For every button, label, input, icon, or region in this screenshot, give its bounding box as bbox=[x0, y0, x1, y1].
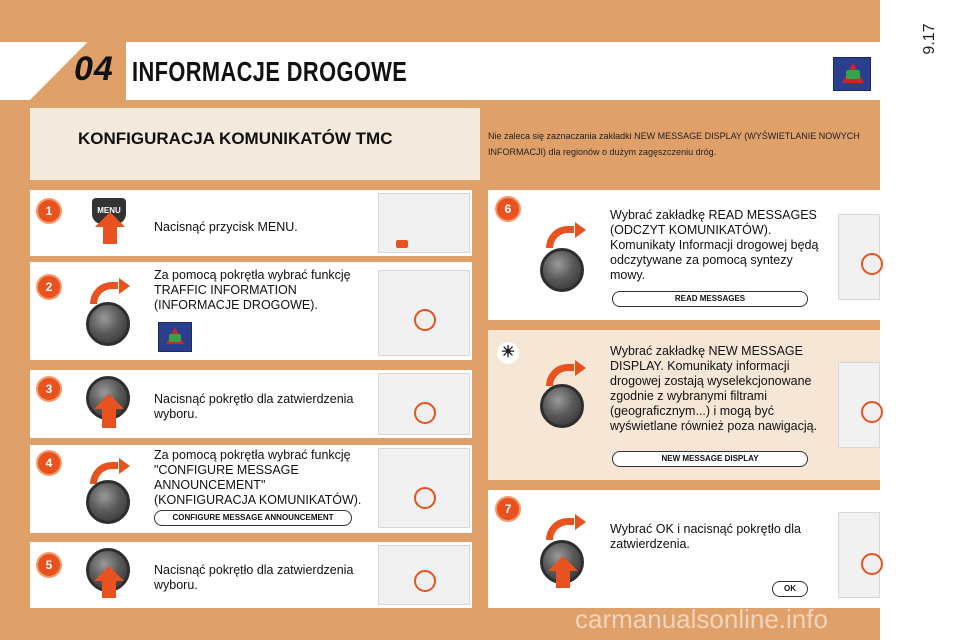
step-6-badge: 6 bbox=[497, 198, 519, 220]
step-7-badge: 7 bbox=[497, 498, 519, 520]
step-5-text: Nacisnąć pokrętło dla zatwierdzenia wyboru. bbox=[154, 563, 354, 592]
step-6-text: Wybrać zakładkę READ MESSAGES (ODCZYT KOMUNIKATÓW). Komunikaty Informacji drogowej będą odczytywane za pomocą syntezy mowy. bbox=[610, 208, 819, 282]
step-7-text: Wybrać OK i nacisnąć pokrętło dla zatwierdzenia. bbox=[610, 522, 801, 551]
chapter-title: INFORMACJE DROGOWE bbox=[132, 56, 408, 87]
rotary-knob-icon bbox=[86, 302, 130, 346]
push-arrow-icon bbox=[102, 408, 116, 428]
section-title: KONFIGURACJA KOMUNIKATÓW TMC bbox=[78, 129, 393, 148]
step-new-message-display-text: Wybrać zakładkę NEW MESSAGE DISPLAY. Komunikaty informacji drogowej zostają wyselekcjonowane zgodnie z wybranymi filtrami (geograficznym...) i mogą być wyświetlane również poza nawigacją. bbox=[610, 344, 818, 433]
traffic-info-icon bbox=[833, 57, 871, 91]
ok-pill: OK bbox=[772, 581, 808, 597]
radio-panel-icon bbox=[378, 373, 470, 435]
page-number: 9.17 bbox=[921, 23, 938, 55]
rotary-knob-icon bbox=[540, 248, 584, 292]
menu-key-icon: MENU bbox=[92, 198, 126, 224]
step-3-badge: 3 bbox=[38, 378, 60, 400]
step-1-text: Nacisnąć przycisk MENU. bbox=[154, 220, 298, 234]
radio-panel-icon bbox=[378, 448, 470, 528]
radio-panel-icon bbox=[378, 545, 470, 605]
rotary-knob-icon bbox=[540, 384, 584, 428]
watermark: carmanualsonline.info bbox=[575, 604, 828, 634]
step-5-badge: 5 bbox=[38, 554, 60, 576]
traffic-info-icon bbox=[158, 322, 192, 352]
step-2-badge: 2 bbox=[38, 276, 60, 298]
new-message-display-pill: NEW MESSAGE DISPLAY bbox=[612, 451, 808, 467]
radio-panel-icon bbox=[838, 362, 880, 448]
chapter-number: 04 bbox=[74, 50, 114, 88]
push-arrow-icon bbox=[103, 226, 117, 244]
radio-panel-icon bbox=[378, 193, 470, 253]
configure-message-announcement-pill: CONFIGURE MESSAGE ANNOUNCEMENT bbox=[154, 510, 352, 526]
push-arrow-icon bbox=[102, 580, 116, 598]
intro-note: Nie zaleca się zaznaczania zakładki NEW MESSAGE DISPLAY (WYŚWIETLANIE NOWYCH INFORMACJI) dla regionów o dużym zagęszczeniu dróg. bbox=[488, 131, 860, 157]
step-1-badge: 1 bbox=[38, 200, 60, 222]
step-4-badge: 4 bbox=[38, 452, 60, 474]
rotary-knob-icon bbox=[86, 480, 130, 524]
radio-panel-icon bbox=[838, 214, 880, 300]
step-3-text: Nacisnąć pokrętło dla zatwierdzenia wyboru. bbox=[154, 392, 354, 421]
radio-panel-icon bbox=[378, 270, 470, 356]
step-2-text: Za pomocą pokrętła wybrać funkcję TRAFFIC INFORMATION (INFORMACJE DROGOWE). bbox=[154, 268, 351, 312]
read-messages-pill: READ MESSAGES bbox=[612, 291, 808, 307]
radio-panel-icon bbox=[838, 512, 880, 598]
light-bulb-icon: ☀ bbox=[497, 342, 519, 364]
push-arrow-icon bbox=[556, 570, 570, 588]
step-4-text: Za pomocą pokrętła wybrać funkcję "CONFIGURE MESSAGE ANNOUNCEMENT" (KONFIGURACJA KOMUNIKATÓW). bbox=[154, 448, 362, 507]
